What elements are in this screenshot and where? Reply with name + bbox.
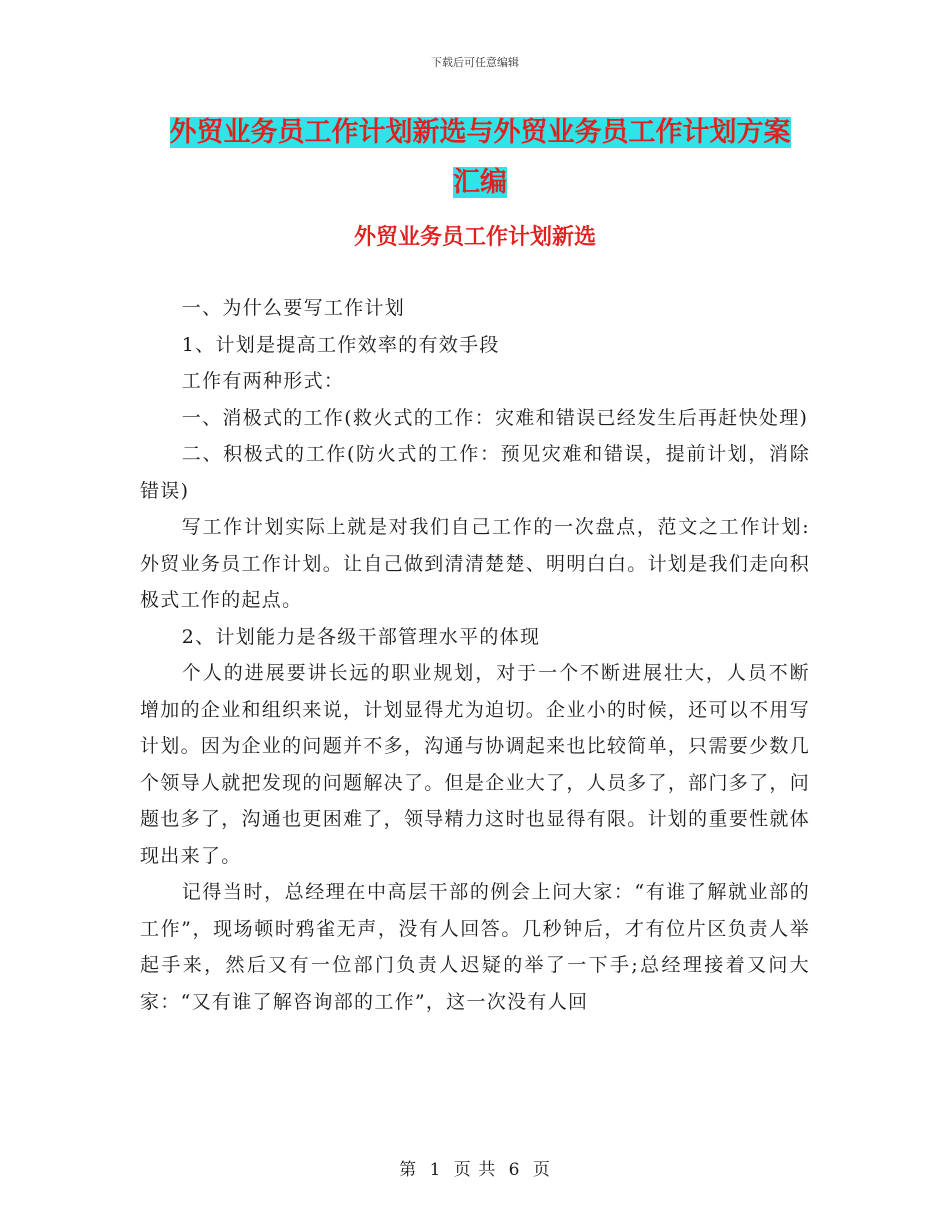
document-title (140, 108, 820, 208)
current-page-number: 1 (429, 1160, 442, 1180)
paragraph: 一、为什么要写工作计划 (181, 297, 406, 319)
paragraph: 记得当时，总经理在中高层干部的例会上问大家：“有谁了解就业部的工作”，现场顿时鸦雀无声，没有人回答。几秒钟后，才有位片区负责人举起手来，然后又有一位部门负责人迟疑的举了一下手;总经理接着又问大家：“又有谁了解咨询部的工作”，这一次没有人回 (140, 881, 810, 1013)
paragraph: 工作有两种形式： (181, 370, 345, 392)
paragraph: 1、计划是提高工作效率的有效手段 (181, 333, 500, 356)
page-footer (0, 1155, 950, 1180)
footer-suffix: 页 (532, 1160, 551, 1180)
title-line-2: 汇编 (453, 167, 507, 198)
paragraph: 2、计划能力是各级干部管理水平的体现 (181, 625, 541, 648)
paragraph: 一、消极式的工作(救火式的工作：灾难和错误已经发生后再赶快处理) (181, 406, 809, 429)
total-pages-number: 6 (508, 1160, 521, 1180)
section-title: 外贸业务员工作计划新选 (353, 225, 596, 250)
paragraph: 二、积极式的工作(防火式的工作：预见灾难和错误，提前计划，消除错误) (140, 443, 810, 502)
header-note: 下载后可任意编辑 (431, 56, 519, 69)
paragraph: 个人的进展要讲长远的职业规划，对于一个不断进展壮大，人员不断增加的企业和组织来说，计划显得尤为迫切。企业小的时候，还可以不用写计划。因为企业的问题并不多，沟通与协调起来也比较简单，只需要少数几个领导人就把发现的问题解决了。但是企业大了，人员多了，部门多了，问题也多了，沟通也更困难了，领导精力这时也显得有限。计划的重要性就体现出来了。 (140, 662, 810, 867)
document-body (140, 290, 810, 1020)
paragraph: 写工作计划实际上就是对我们自己工作的一次盘点，范文之工作计划:外贸业务员工作计划。让自己做到清清楚楚、明明白白。计划是我们走向积极式工作的起点。 (140, 516, 810, 611)
footer-mid: 页 共 (453, 1160, 497, 1180)
footer-prefix: 第 (399, 1160, 418, 1180)
title-line-1: 外贸业务员工作计划新选与外贸业务员工作计划方案 (169, 117, 791, 148)
